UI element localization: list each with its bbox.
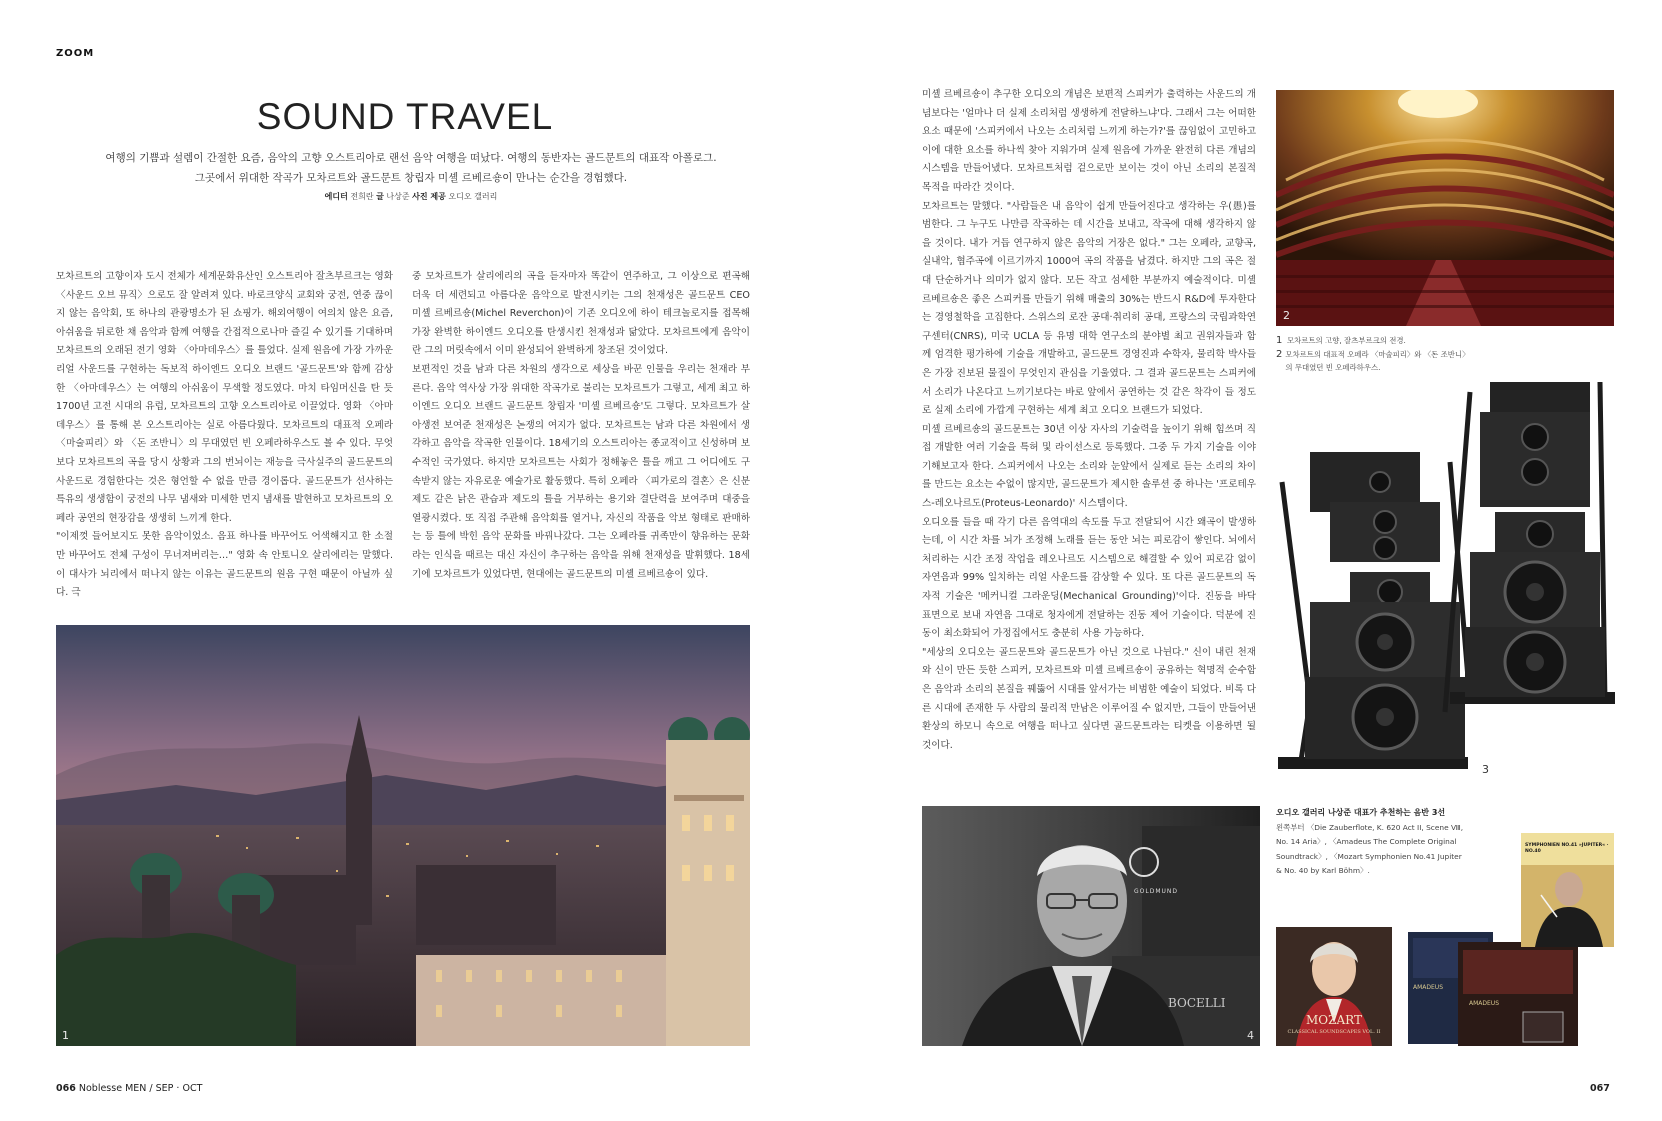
photo-number-2: 2 <box>1283 309 1290 322</box>
mozart-cover-subtitle: CLASSICAL SOUNDSCAPES VOL. II <box>1287 1029 1381 1035</box>
body-paragraph: 모차르트의 고향이자 도시 전체가 세계문화유산인 오스트리아 잘츠부르크는 영화 〈사운드 오브 뮤직〉으로도 잘 알려져 있다. 바로크양식 교회와 궁전, 연중 끊이지 않는 음악회, 또 하나의 관광명소가 된 쇼핑가. 해외여행이 여의치 않은 요즘, 아쉬움을 뒤로한 채 음악과 함께 여행을 간접적으로나마 즐길 수 있기를 기대하며 모차르트의 오래된 전기 영화 〈아마데우스〉를 틀었다. 실제 원음에 가장 가까운 리얼 사운드를 구현하는 독보적 하이엔드 오디오 브랜드 '골드문트'와 함께 감상한 〈아마데우스〉는 여행의 아쉬움이 무색할 정도였다. 마치 타임머신을 탄 듯 1700년 고전 시대의 유럽, 모차르트의 고향 오스트리아로 이끌었다. 영화 〈아마데우스〉를 통해 본 오스트리아는 실로 아름다웠다. 모차르트의 대표적 오페라 〈마술피리〉와 〈돈 조반니〉의 무대였던 빈 오페라하우스도 볼 수 있다. 무엇보다 모차르트의 곡을 당시 상황과 그의 번뇌이는 재능을 극사실주의 골드문트의 사운드로 경험한다는 것은 형언할 수 없을 만큼 경이롭다. 골드문트가 선사하는 특유의 생생함이 궁전의 나무 냄새와 미세한 먼지 냄새를 발현하고 모차르트의 오페라 공연의 현장감을 생생히 느끼게 한다. <box>56 271 393 524</box>
speaker-illustration <box>1270 372 1615 784</box>
body-column-2 <box>412 268 750 584</box>
body-paragraph: 오디오를 들을 때 각기 다른 음역대의 속도를 두고 전달되어 시간 왜곡이 발생하는데, 이 시간 차를 뇌가 조정해 노래를 듣는 동안 뇌는 피로감이 쌓인다. 뇌에서 처리하는 시간 조정 작업을 레오나르도 시스템으로 해결할 수 있어 피로감 없이 자연음과 99% 일치하는 리얼 사운드를 감상할 수 있다. 또 다른 골드문트의 독자적 기술은 '메커니컬 그라운딩(Mechanical Grounding)'이다. 진동을 바닥 표면으로 보내 자연음 그대로 청자에게 전달하는 진동 제어 기술이다. 덕분에 진동이 최소화되어 가정집에서도 충분히 사용 가능하다. <box>922 516 1256 640</box>
album-heading: 오디오 갤러리 나상준 대표가 추천하는 음반 3선 <box>1276 808 1446 817</box>
photo-credit-label: 사진 제공 <box>412 192 446 201</box>
caption-text: 모차르트의 고향, 잘츠부르크의 전경. <box>1287 336 1406 345</box>
article-title: SOUND TRAVEL <box>256 96 554 137</box>
portrait-photo <box>922 806 1260 1046</box>
album-mozart-cover <box>1276 927 1392 1046</box>
body-column-3 <box>922 86 1256 755</box>
salzburg-illustration <box>56 625 750 1046</box>
photo-number-3: 3 <box>1482 763 1489 776</box>
body-paragraph: 중 모차르트가 살리에리의 곡을 듣자마자 똑같이 연주하고, 그 이상으로 편곡해 더욱 더 세련되고 아름다운 음악으로 발전시키는 그의 천재성은 골드문트 CEO 미셸 르베르숑(Michel Reverchon)이 기존 오디오에 하이 테크놀로지를 접목해 가장 완벽한 하이엔드 오디오를 탄생시킨 천재성과 닮았다. 모차르트에게 음악이란 그의 머릿속에서 이미 완성되어 완벽하게 창조된 것이었다. <box>412 271 750 357</box>
photo-credit-name: 오디오 갤러리 <box>448 192 498 201</box>
editor-name: 전희란 <box>350 192 374 201</box>
issue-label: SEP · OCT <box>155 1083 203 1094</box>
folio-right <box>1590 1083 1610 1094</box>
body-paragraph: 모차르트는 말했다. "사람들은 내 음악이 쉽게 만들어진다고 생각하는 우(愚)를 범한다. 그 누구도 나만큼 작곡하는 데 시간을 보내고, 작곡에 대해 생각하지 않을 것이다. 내가 거듭 연구하지 않은 음악의 거장은 없다." 그는 오페라, 교향곡, 실내악, 협주곡에 이르기까지 1000여 곡의 작품을 남겼다. 하지만 그의 곡은 절대 단순하거나 의미가 없지 않다. 모든 작고 섬세한 부분까지 예술적이다. 미셸 르베르숑은 좋은 스피커를 만들기 위해 매출의 30%는 반드시 R&D에 투자한다는 경영철학을 고집한다. 스위스의 로잔 공대·취리히 공대, 프랑스의 국립과학연구센터(CNRS), 미국 UCLA 등 유명 대학 연구소의 분야별 최고 권위자들과 함께 엄격한 평가하에 기술을 개발하고, 골드문트 경영진과 수학자, 물리학 박사들은 가장 진보된 물질이 무엇인지 관심을 기울였다. 그 결과 골드문트는 스피커에서 소리가 나온다고 느끼기보다는 바로 앞에서 공연하는 것 같은 착각이 들 정도로 실제 소리에 가깝게 구현하는 세계 최고 오디오 브랜드가 되었다. <box>922 200 1256 417</box>
body-paragraph: "이제껏 들어보지도 못한 음악이었소. 음표 하나를 바꾸어도 어색해지고 한 소절만 바꾸어도 전체 구성이 무너져버리는…" 영화 속 안토니오 살리에리는 말했다. 이 대사가 뇌리에서 떠나지 않는 이유는 골드문트의 원음 구현 때문이 아닐까 싶다. 극 <box>56 531 393 599</box>
opera-illustration <box>1276 90 1614 326</box>
body-paragraph: "세상의 오디오는 골드문트와 골드문트가 아닌 것으로 나뉜다." 신이 내린 천재와 신이 만든 듯한 스피커, 모차르트와 미셸 르베르숑이 공유하는 혁명적 순수함은 음악과 소리의 본질을 꿰뚫어 시대를 앞서가는 비범한 예술이 되었다. 비록 다른 시대에 존재한 두 사람의 물리적 만남은 이루어질 수 없지만, 그들이 만들어낸 환상의 하모니 속으로 여행을 떠나고 싶다면 골드문트라는 티켓을 이용하면 될 것이다. <box>922 646 1256 751</box>
body-paragraph: 미셸 르베르숑의 골드문트는 30년 이상 자사의 기술력을 높이기 위해 힘쓰며 직접 개발한 여러 기술을 특허 및 라이선스로 등록했다. 그중 두 가지 기술을 이야기해보고자 한다. 스피커에서 나오는 소리와 눈앞에서 실제로 듣는 소리의 차이를 만드는 요소는 수없이 많지만, 골드문트가 제시한 솔루션 중 하나는 '프로테우스-레오나르도(Proteus-Leonardo)' 시스템이다. <box>922 423 1256 510</box>
opera-house-photo <box>1276 90 1614 326</box>
folio-left: 066 Noblesse MEN / SEP · OCT <box>56 1083 203 1094</box>
writer-name: 나상준 <box>386 192 410 201</box>
caption-text: 모차르트의 대표적 오페라 〈마술피리〉와 〈돈 조반니〉의 무대였던 빈 오페라하우스. <box>1285 349 1470 372</box>
album-recommendation <box>1276 806 1466 879</box>
amadeus-title-1: AMADEUS <box>1413 984 1443 991</box>
article-credit <box>56 191 766 202</box>
conductor-illustration <box>1521 865 1614 947</box>
mozart-cover-title: MOZART <box>1306 1013 1362 1027</box>
dg-cover-title: SYMPHONIEN NO.41 »JUPITER« · NO.40 <box>1525 843 1609 854</box>
section-tag: ZOOM <box>56 48 95 59</box>
page-number-right: 067 <box>1590 1083 1610 1094</box>
bocelli-text: BOCELLI <box>1168 996 1226 1010</box>
writer-label: 글 <box>376 192 384 201</box>
body-paragraph: 보편적인 것을 남과 다른 차원의 생각으로 세상을 바꾼 인물을 우리는 천재라 부른다. 음악 역사상 가장 위대한 작곡가로 불리는 모차르트가 그렇고, 세계 최고 하이엔드 오디오 브랜드 골드문트 창립자 '미셸 르베르숑'도 그렇다. 모차르트가 살아생전 보여준 천재성은 논쟁의 여지가 없다. 모차르트는 남과 다른 차원에서 생각하고 음악을 작곡한 인물이다. 18세기의 오스트리아는 종교적이고 신성하며 보수적인 국가였다. 하지만 모차르트는 사회가 정해놓은 틀을 깨고 그 어디에도 구속받지 않는 자유로운 예술가로 활동했다. 특히 오페라 〈피가로의 결혼〉은 신분제도 같은 낡은 관습과 제도의 틀을 거부하는 용기와 결단력을 보여주며 대중을 열광시켰다. 또 직접 주관해 음악회를 열거나, 자신의 작품을 악보 형태로 판매하는 등 틀에 박힌 음악 문화를 바꿔나갔다. 그는 오페라를 귀족만이 향유하는 문화라는 인식을 때르는 대신 자신이 추구하는 음악을 위해 천재성을 발휘했다. 18세기에 모차르트가 있었다면, 현대에는 골드문트의 미셸 르베르숑이 있다. <box>412 363 750 580</box>
photo-number-1: 1 <box>62 1029 69 1042</box>
page-number-left: 066 <box>56 1083 76 1094</box>
photo-number-4: 4 <box>1247 1029 1254 1042</box>
caption-item <box>1276 334 1476 348</box>
body-paragraph: 미셸 르베르숑이 추구한 오디오의 개념은 보편적 스피커가 출력하는 사운드의 개념보다는 '얼마나 더 실제 소리처럼 생생하게 전달하느냐'다. 그래서 그는 어떠한 요소 때문에 '스피커에서 나오는 소리처럼 느끼게 하는가?'를 끊임없이 고민하고 이에 대한 요소를 하나씩 찾아 지워가며 실제 원음에 가까운 완전히 다른 개념의 시스템을 만들어냈다. 모차르트처럼 겉으로만 보이는 것이 아닌 소리의 본질적 목적을 따라간 것이다. <box>922 89 1256 193</box>
speaker-photo <box>1270 372 1615 784</box>
deck-line-1: 여행의 기쁨과 설렘이 간절한 요즘, 음악의 고향 오스트리아로 랜선 음악 여행을 떠났다. 여행의 동반자는 골드문트의 대표작 아폴로그. <box>105 152 717 164</box>
goldmund-logo-text: GOLDMUND <box>1134 888 1179 895</box>
deck-line-2: 그곳에서 위대한 작곡가 모차르트와 골드문트 창립자 미셸 르베르숑이 만나는 순간을 경험했다. <box>194 172 628 184</box>
magazine-name: Noblesse MEN <box>78 1083 147 1094</box>
salzburg-photo <box>56 625 750 1046</box>
amadeus-title-2: AMADEUS <box>1469 1000 1499 1007</box>
album-mozart-symphonien-cover <box>1521 833 1614 947</box>
caption-number: 1 <box>1276 335 1283 346</box>
album-description: 왼쪽부터 〈Die Zauberflote, K. 620 Act II, Scene Ⅷ, No. 14 Aria〉, 〈Amadeus The Complete Original Soundtrack〉, 〈Mozart Symphonien No.41 Jupiter & No. 40 by Karl Böhm〉. <box>1276 822 1464 875</box>
article-deck <box>56 148 766 188</box>
caption-item <box>1276 348 1476 375</box>
body-column-1 <box>56 268 393 603</box>
caption-number: 2 <box>1276 348 1283 360</box>
portrait-illustration <box>922 806 1260 1046</box>
editor-label: 에디터 <box>324 192 348 201</box>
